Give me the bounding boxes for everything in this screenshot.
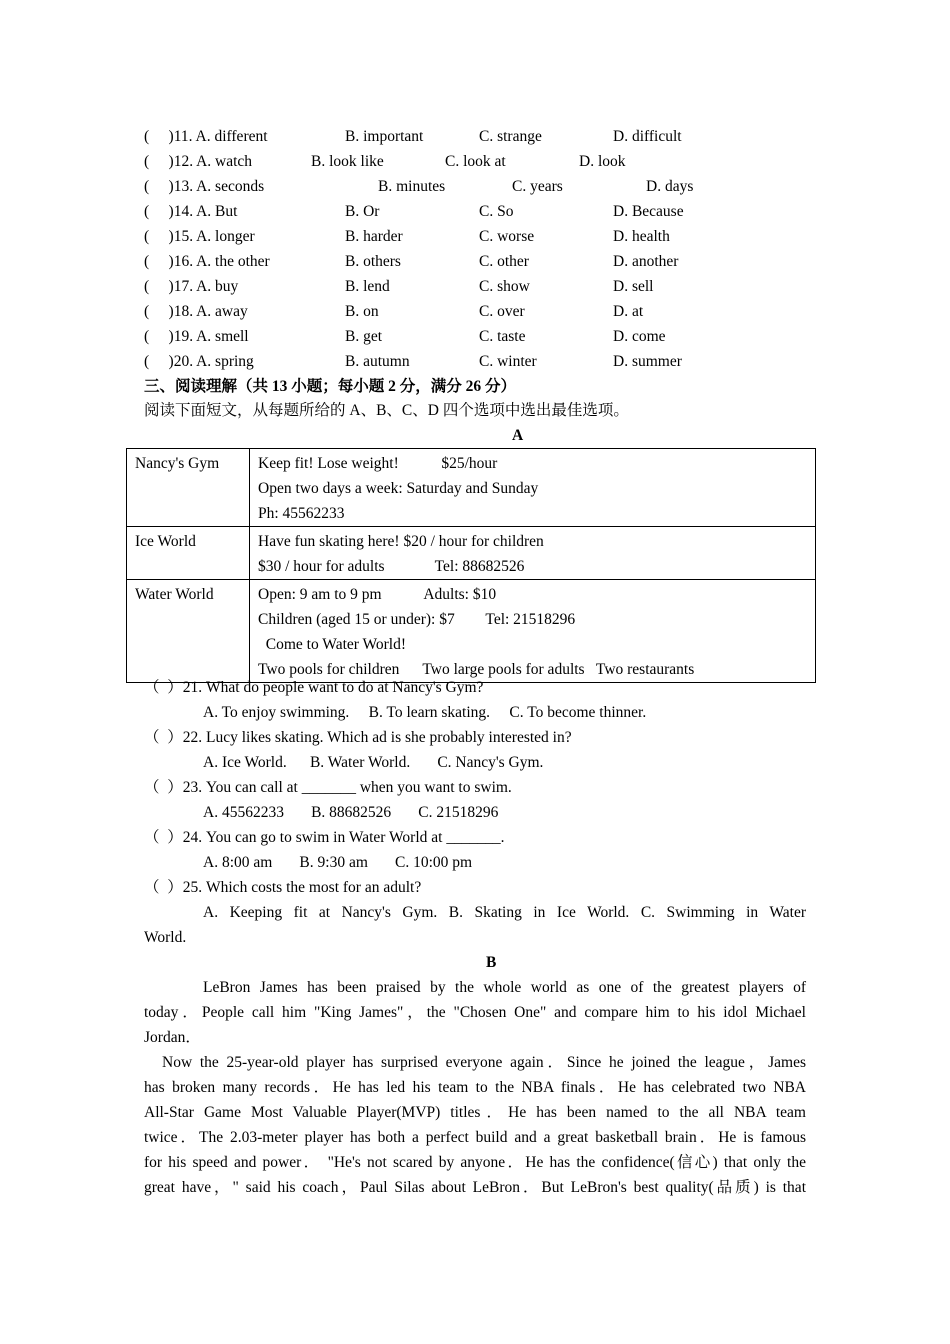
ad-detail-cell <box>250 449 816 527</box>
ad-line: Open two days a week: Saturday and Sunday <box>258 480 539 497</box>
item-number-option-a: ( )15. A. longer <box>144 228 255 245</box>
option-b: B. important <box>345 128 424 145</box>
passage-line: Jordan． <box>144 1029 201 1046</box>
table-row <box>127 449 816 527</box>
passage-line: for his speed and power． "He's not scared by anyone．He has the confidence(信心) that only the <box>144 1154 806 1171</box>
option-d: D. at <box>613 303 644 320</box>
option-b: B. harder <box>345 228 403 245</box>
ad-detail-cell <box>250 580 816 683</box>
table-row <box>127 527 816 580</box>
option-c: C. over <box>479 303 525 320</box>
option-d: D. days <box>646 178 694 195</box>
ad-line: Children (aged 15 or under): $7 Tel: 21518296 <box>258 611 576 628</box>
item-number-option-a: ( )14. A. But <box>144 203 238 220</box>
question-options-continued: World. <box>144 929 187 946</box>
option-d: D. another <box>613 253 679 270</box>
question-options: A. Ice World. B. Water World. C. Nancy's Gym. <box>203 754 544 771</box>
option-d: D. come <box>613 328 666 345</box>
question-text: （ ）22. Lucy likes skating. Which ad is she probably interested in? <box>144 729 572 746</box>
section-instruction: 阅读下面短文，从每题所给的 A、B、C、D 四个选项中选出最佳选项。 <box>144 402 629 419</box>
question-options: A. 45562233 B. 88682526 C. 21518296 <box>203 804 499 821</box>
option-c: C. strange <box>479 128 542 145</box>
option-c: C. taste <box>479 328 526 345</box>
option-d: D. health <box>613 228 670 245</box>
ad-line: Open: 9 am to 9 pm Adults: $10 <box>258 586 497 603</box>
option-c: C. So <box>479 203 514 220</box>
ad-line: Keep fit! Lose weight! $25/hour <box>258 455 498 472</box>
item-number-option-a: ( )11. A. different <box>144 128 268 145</box>
ads-table <box>126 448 816 683</box>
option-b: B. get <box>345 328 383 345</box>
passage-line: great have，" said his coach，Paul Silas about LeBron．But LeBron's best quality(品质) is that <box>144 1179 806 1196</box>
option-c: C. winter <box>479 353 537 370</box>
ad-detail-cell <box>250 527 816 580</box>
ad-line: Two pools for children Two large pools for adults Two restaurants <box>258 661 695 678</box>
option-c: C. worse <box>479 228 535 245</box>
option-d: D. sell <box>613 278 654 295</box>
option-d: D. difficult <box>613 128 682 145</box>
ad-line: Come to Water World! <box>258 636 407 653</box>
option-b: B. Or <box>345 203 380 220</box>
question-text: （ ）21. What do people want to do at Nancy's Gym? <box>144 679 484 696</box>
passage-line: today．People call him "King James"，the "Chosen One" and compare him to his idol Michael <box>144 1004 806 1021</box>
question-options: A. 8:00 am B. 9:30 am C. 10:00 pm <box>203 854 473 871</box>
option-c: C. show <box>479 278 530 295</box>
option-b: B. others <box>345 253 401 270</box>
question-text: （ ）23. You can call at _______ when you want to swim. <box>144 779 512 796</box>
passage-b-label: B <box>486 954 497 971</box>
option-c: C. look at <box>445 153 506 170</box>
ad-name-cell: Ice World <box>127 527 250 580</box>
passage-line: twice．The 2.03-meter player has both a perfect build and a great basketball brain．He is famous <box>144 1129 806 1146</box>
question-text: （ ）24. You can go to swim in Water World at _______. <box>144 829 505 846</box>
item-number-option-a: ( )18. A. away <box>144 303 248 320</box>
ad-line: $30 / hour for adults Tel: 88682526 <box>258 558 525 575</box>
section-title: 三、阅读理解（共 13 小题；每小题 2 分，满分 26 分） <box>144 378 517 395</box>
passage-line: All-Star Game Most Valuable Player(MVP) titles．He has been named to the all NBA team <box>144 1104 806 1121</box>
option-d: D. look <box>579 153 626 170</box>
option-b: B. autumn <box>345 353 410 370</box>
question-text: （ ）25. Which costs the most for an adult? <box>144 879 422 896</box>
question-options: A. Keeping fit at Nancy's Gym. B. Skating in Ice World. C. Swimming in Water <box>203 904 806 921</box>
option-b: B. minutes <box>378 178 446 195</box>
option-c: C. other <box>479 253 529 270</box>
passage-line: has broken many records．He has led his team to the NBA finals．He has celebrated two NBA <box>144 1079 806 1096</box>
question-options: A. To enjoy swimming. B. To learn skating. C. To become thinner. <box>203 704 647 721</box>
option-b: B. lend <box>345 278 390 295</box>
table-row <box>127 580 816 683</box>
ad-line: Have fun skating here! $20 / hour for children <box>258 533 544 550</box>
item-number-option-a: ( )19. A. smell <box>144 328 249 345</box>
option-c: C. years <box>512 178 563 195</box>
item-number-option-a: ( )12. A. watch <box>144 153 253 170</box>
option-b: B. look like <box>311 153 384 170</box>
item-number-option-a: ( )20. A. spring <box>144 353 254 370</box>
item-number-option-a: ( )16. A. the other <box>144 253 270 270</box>
option-d: D. summer <box>613 353 682 370</box>
option-b: B. on <box>345 303 379 320</box>
ad-name-cell: Nancy's Gym <box>127 449 250 527</box>
passage-line: LeBron James has been praised by the whole world as one of the greatest players of <box>203 979 806 996</box>
passage-a-label: A <box>512 427 524 444</box>
item-number-option-a: ( )17. A. buy <box>144 278 239 295</box>
ad-line: Ph: 45562233 <box>258 505 345 522</box>
ad-name-cell: Water World <box>127 580 250 683</box>
option-d: D. Because <box>613 203 684 220</box>
passage-line: Now the 25-year-old player has surprised everyone again．Since he joined the league，James <box>162 1054 806 1071</box>
item-number-option-a: ( )13. A. seconds <box>144 178 265 195</box>
